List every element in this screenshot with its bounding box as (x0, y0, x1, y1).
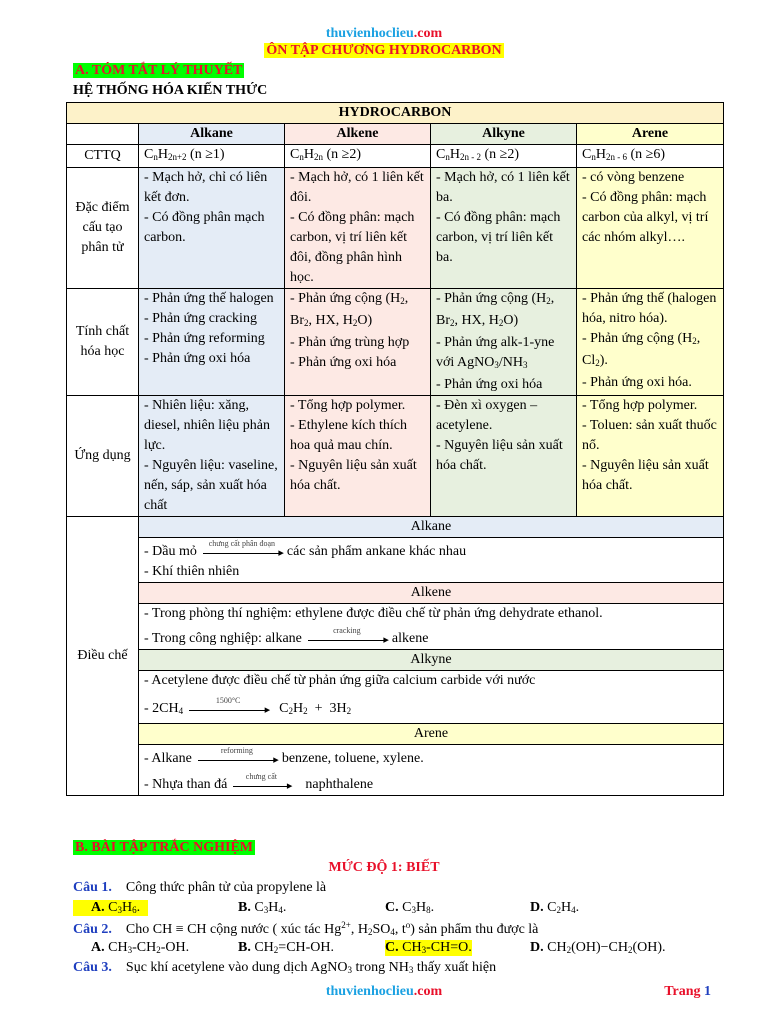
arrow-icon: chưng cất phân đoạn ▸ (203, 544, 281, 560)
prep-arene-head: Arene (139, 724, 724, 745)
option-d: D. $C_2H_4$. (530, 900, 580, 915)
table-title-row (67, 103, 724, 124)
prep-arene-body: - Alkane reforming ▸ benzene, toluene, xylene. - Nhựa than đá chưng cất ▸ naphthalene (139, 745, 724, 796)
chem-alkane: - Phản ứng thế halogen - Phản ứng cracking - Phản ứng reforming - Phản ứng oxi hóa (139, 289, 285, 396)
col-header-arene: Arene (577, 124, 724, 145)
table-header-row (67, 124, 724, 145)
chem-alkene: - Phản ứng cộng ($H_2$, $Br_2$, HX, $H_2O$) - Phản ứng trùng hợp - Phản ứng oxi hóa (285, 289, 431, 396)
table-row (67, 145, 724, 168)
option-a: A. $CH_3-CH_2-OH$. (91, 940, 190, 955)
question-text: Công thức phân tử của propylene là (125, 880, 327, 895)
prep-alkyne-body: - Acetylene được điều chế từ phản ứng giữa calcium carbide với nước - $2CH_4$ 1500°C ▸ $C_2H_2 + 3H_2$ (139, 671, 724, 724)
option-c-correct: C. $CH_3-CH=O$. (385, 940, 472, 955)
row-label-chem: Tính chất hóa học (67, 289, 139, 396)
question-2 (73, 920, 538, 938)
option-d: D. $CH_2(OH)-CH_2(OH)$. (530, 940, 666, 955)
site-name: thuvienhoclieu (325, 26, 414, 41)
site-header (0, 26, 768, 42)
cttq-arene: $C_nH_{2n - 6}$ (n ≥6) (577, 145, 724, 168)
uses-alkane: - Nhiên liệu: xăng, diesel, nhiên liệu phản lực. - Nguyên liệu: vaseline, nến, sáp, sản xuất hóa chất (139, 396, 285, 517)
prep-alkyne-head: Alkyne (139, 650, 724, 671)
uses-arene: - Tổng hợp polymer. - Toluen: sản xuất thuốc nổ. - Nguyên liệu sản xuất hóa chất. (577, 396, 724, 517)
question-3 (73, 960, 496, 976)
uses-alkyne: - Đèn xì oxygen – acetylene. - Nguyên liệu sản xuất hóa chất. (431, 396, 577, 517)
col-header-alkyne: Alkyne (431, 124, 577, 145)
question-number: Câu 1. (73, 880, 112, 895)
option-b: B. $CH_2=CH-OH$. (238, 940, 335, 955)
prep-alkene-body: - Trong phòng thí nghiệm: ethylene được điều chế từ phản ứng dehydrate ethanol. - Trong công nghiệp: alkane cracking ▸ alkene (139, 604, 724, 650)
prep-alkane-body: - Dầu mỏ chưng cất phân đoạn ▸ các sản phẩm ankane khác nhau - Khí thiên nhiên (139, 538, 724, 583)
table-row (67, 396, 724, 517)
row-label-cttq: CTTQ (67, 145, 139, 168)
cttq-alkyne: $C_nH_{2n - 2}$ (n ≥2) (431, 145, 577, 168)
footer-site: thuvienhoclieu.com (325, 984, 443, 999)
row-label-uses: Ứng dụng (67, 396, 139, 517)
arrow-icon: 1500°C ▸ (189, 701, 267, 717)
option-b: B. $C_3H_4$. (238, 900, 287, 915)
question-1 (73, 880, 326, 896)
structure-alkane: - Mạch hở, chỉ có liên kết đơn. - Có đồng phân mạch carbon. (139, 168, 285, 289)
table-row (67, 289, 724, 396)
section-a-subtitle: HỆ THỐNG HÓA KIẾN THỨC (73, 83, 268, 98)
cttq-alkene: $C_nH_{2n}$ (n ≥2) (285, 145, 431, 168)
question-number: Câu 2. (73, 922, 112, 937)
table-row (67, 583, 724, 604)
question-number: Câu 3. (73, 960, 112, 975)
hydrocarbon-table (66, 102, 724, 796)
structure-arene: - có vòng benzene - Có đồng phân: mạch carbon của alkyl, vị trí các nhóm alkyl…. (577, 168, 724, 289)
table-row (67, 517, 724, 538)
table-title: HYDROCARBON (67, 103, 724, 124)
section-b-heading (73, 840, 255, 856)
section-a-label: A. TÓM TẮT LÝ THUYẾT (75, 63, 243, 78)
cttq-alkane: $C_nH_{2n+2}$ (n ≥1) (139, 145, 285, 168)
uses-alkene: - Tổng hợp polymer. - Ethylene kích thích hoa quả mau chín. - Nguyên liệu sản xuất hóa chất. (285, 396, 431, 517)
col-header-alkene: Alkene (285, 124, 431, 145)
arrow-icon: cracking ▸ (308, 631, 386, 647)
row-label-structure: Đặc điểm cấu tạo phân tử (67, 168, 139, 289)
option-c: C. $C_3H_8$. (385, 900, 435, 915)
table-row (67, 538, 724, 583)
page-title-wrap (0, 43, 768, 59)
table-row (67, 650, 724, 671)
header-empty (67, 124, 139, 145)
structure-alkene: - Mạch hở, có 1 liên kết đôi. - Có đồng phân: mạch carbon, vị trí liên kết đôi, đồng phân hình học. (285, 168, 431, 289)
prep-alkene-head: Alkene (139, 583, 724, 604)
prep-alkane-head: Alkane (139, 517, 724, 538)
table-row (67, 604, 724, 650)
site-domain: .com (413, 26, 443, 41)
arrow-icon: chưng cất ▸ (233, 777, 289, 793)
arrow-icon: reforming ▸ (198, 751, 276, 767)
question-text: Sục khí acetylene vào dung dịch AgNO$_3$ trong $NH_3$ thấy xuất hiện (125, 960, 497, 975)
table-row (67, 724, 724, 745)
section-b-label: B. BÀI TẬP TRẮC NGHIỆM (75, 840, 254, 855)
question-text: Cho CH ≡ CH cộng nước ( xúc tác $Hg^{2+}$, $H_2SO_4$, $t^o$) sản phẩm thu được là (125, 920, 539, 937)
section-a-heading (73, 63, 244, 79)
table-row (67, 671, 724, 724)
option-a-correct: A. $C_3H_6$. (73, 900, 148, 916)
page-number: Trang 1 (664, 984, 711, 999)
structure-alkyne: - Mạch hở, có 1 liên kết ba. - Có đồng phân: mạch carbon, vị trí liên kết ba. (431, 168, 577, 289)
page-title: ÔN TẬP CHƯƠNG HYDROCARBON (266, 43, 502, 58)
table-row (67, 168, 724, 289)
table-row (67, 745, 724, 796)
chem-arene: - Phản ứng thế (halogen hóa, nitro hóa). - Phản ứng cộng ($H_2$, $Cl_2$). - Phản ứng oxi hóa. (577, 289, 724, 396)
col-header-alkane: Alkane (139, 124, 285, 145)
chem-alkyne: - Phản ứng cộng ($H_2$, $Br_2$, HX, $H_2O$) - Phản ứng alk-1-yne với $AgNO_3/NH_3$ - Phản ứng oxi hóa (431, 289, 577, 396)
level-heading: MỨC ĐỘ 1: BIẾT (328, 860, 440, 875)
row-label-prep: Điều chế (67, 517, 139, 796)
